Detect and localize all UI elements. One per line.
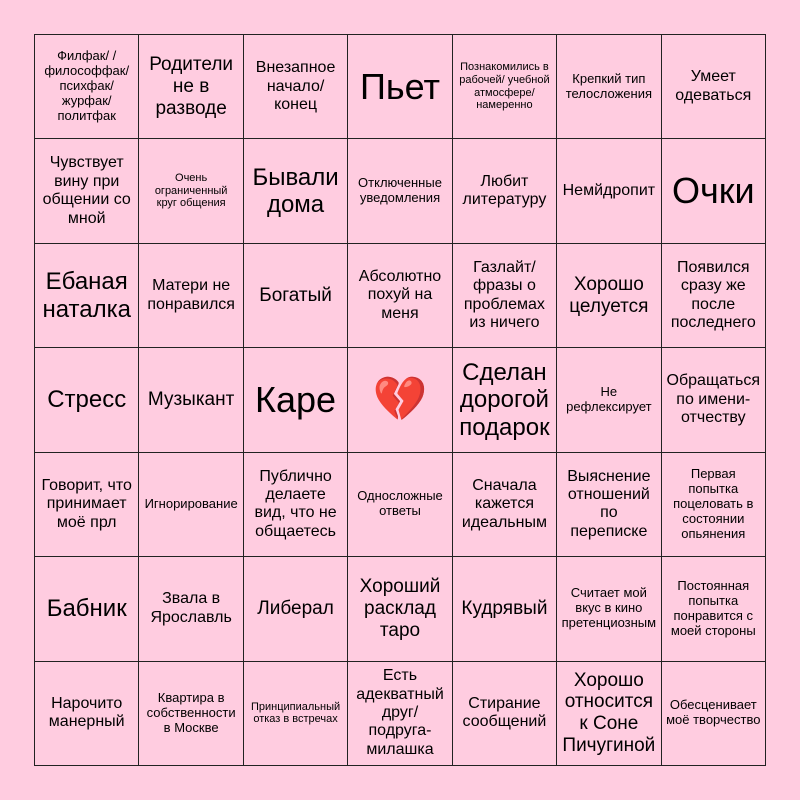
bingo-cell[interactable] [35,348,139,452]
bingo-cell[interactable] [557,348,661,452]
bingo-cell-text: Стресс [47,386,127,414]
bingo-cell[interactable] [453,35,557,139]
bingo-cell[interactable] [453,662,557,766]
bingo-cell-text: Есть адекватный друг/ подруга-милашка [356,667,444,758]
bingo-cell[interactable] [557,35,661,139]
bingo-cell-text: Матери не понравился [147,277,235,313]
bingo-cell[interactable] [35,557,139,661]
bingo-cell-text: Односложные ответы [357,488,443,519]
broken-heart-icon: 💔 [372,374,428,424]
bingo-cell-text: Появился сразу же после последнего [670,258,756,331]
bingo-cell-text: Не рефлексирует [566,384,652,414]
bingo-cell-text: Ебаная наталка [42,267,131,323]
bingo-cell[interactable] [557,557,661,661]
bingo-cell-text: Стирание сообщений [462,694,547,731]
bingo-cell-text: Крепкий тип телосложения [565,70,652,101]
bingo-cell[interactable] [139,35,243,139]
bingo-cell[interactable] [244,453,348,557]
bingo-cell[interactable] [244,35,348,139]
bingo-cell-text: Филфак/ /философфак/ психфак/ журфак/ политфак [44,48,130,124]
bingo-cell-text: Пьет [360,66,440,108]
bingo-cell[interactable] [453,453,557,557]
bingo-cell[interactable] [348,35,452,139]
bingo-cell-text: Нарочито манерный [48,694,125,731]
bingo-cell[interactable] [244,139,348,243]
bingo-cell[interactable] [244,557,348,661]
bingo-grid [34,34,766,766]
bingo-cell-text: Чувствует вину при общении со мной [42,154,131,227]
bingo-cell[interactable] [662,348,766,452]
broken-heart-icon-cell[interactable] [348,348,452,452]
bingo-cell[interactable] [35,453,139,557]
bingo-cell-text: Первая попытка поцеловать в состоянии опьянения [673,466,754,541]
bingo-cell[interactable] [348,244,452,348]
bingo-cell-text: Сделан дорогой подарок [459,358,550,441]
bingo-cell-text: Обращаться по имени-отчеству [666,372,760,427]
bingo-cell[interactable] [662,35,766,139]
bingo-cell-text: Абсолютно похуй на меня [358,267,442,322]
bingo-cell-text: Умеет одеваться [675,68,752,104]
bingo-cell-text: Звала в Ярославль [150,590,232,626]
bingo-cell-text: Хороший расклад таро [359,576,441,641]
bingo-cell-text: Познакомились в рабочей/ учебной атмосфере/ намеренно [459,61,550,112]
bingo-cell-text: Считает мой вкус в кино претенциозным [561,585,657,631]
bingo-cell[interactable] [662,453,766,557]
bingo-cell-text: Немйдропит [562,181,656,199]
bingo-cell-text: Каре [255,379,337,421]
bingo-cell-text: Хорошо целуется [569,273,649,317]
bingo-cell[interactable] [244,348,348,452]
bingo-cell[interactable] [139,139,243,243]
bingo-cell[interactable] [662,139,766,243]
bingo-cell[interactable] [557,662,661,766]
bingo-cell[interactable] [662,557,766,661]
bingo-cell-text: Постоянная попытка понравится с моей стороны [670,577,756,638]
bingo-cell[interactable] [662,244,766,348]
bingo-cell[interactable] [139,662,243,766]
bingo-cell[interactable] [662,662,766,766]
bingo-cell-text: Отключенные уведомления [358,175,442,206]
bingo-cell-text: Игнорирование [144,495,238,511]
bingo-cell-text: Музыкант [147,389,235,411]
bingo-cell[interactable] [557,453,661,557]
bingo-cell[interactable] [348,453,452,557]
bingo-cell-text: Сначала кажется идеальным [461,476,547,531]
bingo-cell[interactable] [35,662,139,766]
bingo-cell[interactable] [557,139,661,243]
bingo-cell[interactable] [348,139,452,243]
bingo-cell[interactable] [244,244,348,348]
bingo-cell-text: Квартира в собственности в Москве [146,689,236,735]
bingo-cell-text: Очки [671,170,755,212]
bingo-cell[interactable] [139,244,243,348]
bingo-cell[interactable] [348,557,452,661]
bingo-cell-text: Принципиальный отказ в встречах [250,700,341,726]
bingo-cell[interactable] [35,35,139,139]
bingo-cell[interactable] [139,348,243,452]
bingo-cell-text: Кудрявый [461,597,548,619]
bingo-cell-text: Либерал [257,597,334,619]
bingo-cell[interactable] [35,139,139,243]
bingo-cell-text: Выяснение отношений по переписке [567,467,651,540]
bingo-cell-text: Внезапное начало/ конец [255,59,336,113]
bingo-cell[interactable] [139,453,243,557]
bingo-cell[interactable] [35,244,139,348]
bingo-cell[interactable] [348,662,452,766]
bingo-cell-text: Говорит, что принимает моё прл [41,476,132,531]
bingo-cell-text: Очень ограниченный круг общения [154,172,228,210]
bingo-cell-text: Публично делаете вид, что не общаетесь [254,467,337,540]
bingo-cell-text: Любит литературу [462,172,547,209]
bingo-cell-text: Бабник [46,595,127,623]
bingo-cell-text: Богатый [259,284,332,306]
bingo-cell[interactable] [453,557,557,661]
bingo-cell[interactable] [139,557,243,661]
bingo-cell-text: Родители не в разводе [149,53,234,119]
bingo-cell-text: Газлайт/ фразы о проблемах из ничего [463,258,545,331]
bingo-cell[interactable] [244,662,348,766]
bingo-cell-text: Бывали дома [252,163,339,219]
bingo-cell[interactable] [453,348,557,452]
bingo-cell[interactable] [557,244,661,348]
bingo-cell[interactable] [453,244,557,348]
bingo-cell-text: Обесценивает моё творчество [666,697,761,728]
bingo-cell[interactable] [453,139,557,243]
bingo-cell-text: Хорошо относится к Соне Пичугиной [562,669,656,757]
